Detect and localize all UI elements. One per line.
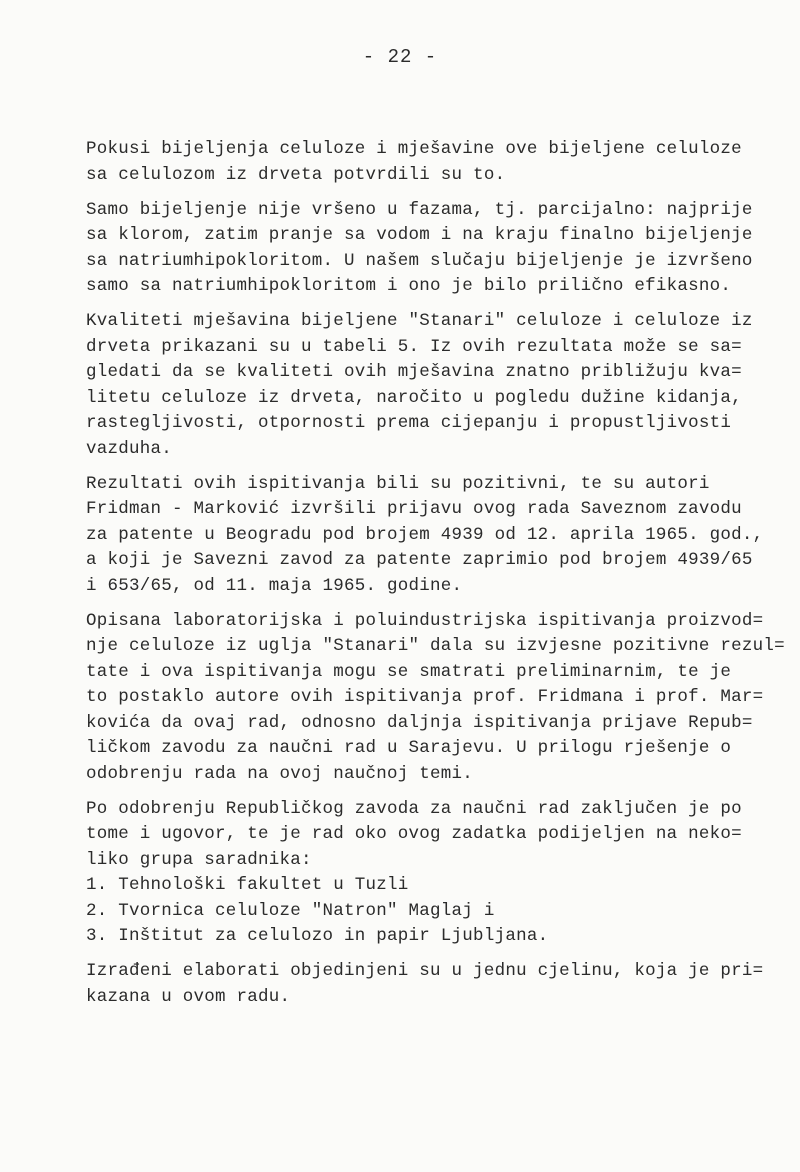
list-item: 1. Tehnološki fakultet u Tuzli (86, 875, 409, 895)
paragraph-bleaching-trials (86, 137, 786, 188)
text-line: drveta prikazani su u tabeli 5. Iz ovih rezultata može se sa= (86, 336, 742, 357)
paragraph-bleaching-method (86, 198, 786, 300)
paragraph-contract-groups (86, 797, 786, 874)
list-item: 3. Inštitut za celulozo in papir Ljubljana. (86, 926, 549, 946)
paragraph-preliminary-results (86, 609, 786, 788)
text-line: Samo bijeljenje nije vršeno u fazama, tj. parcijalno: najprije (86, 199, 753, 220)
text-line: to postaklo autore ovih ispitivanja prof. Fridmana i prof. Mar= (86, 687, 764, 707)
text-line: tome i ugovor, te je rad oko ovog zadatka podijeljen na neko= (86, 824, 742, 844)
page-number: - 22 - (362, 46, 438, 68)
text-line: sa celulozom iz drveta potvrdili su to. (86, 164, 506, 185)
list-item: 2. Tvornica celuloze "Natron" Maglaj i (86, 900, 495, 921)
paragraph-mixture-quality (86, 309, 786, 462)
text-line: nje celuloze iz uglja "Stanari" dala su izvjesne pozitivne rezul= (86, 636, 785, 656)
collaborator-list (86, 873, 786, 950)
text-line: sa klorom, zatim pranje sa vodom i na kraju finalno bijeljenje (86, 225, 753, 245)
text-line: Po odobrenju Republičkog zavoda za naučni rad zaključen je po (86, 798, 742, 819)
text-line: gledati da se kvaliteti ovih mješavina znatno približuju kva= (86, 362, 742, 382)
text-line: Rezultati ovih ispitivanja bili su pozitivni, te su autori (86, 473, 710, 494)
text-line: Pokusi bijeljenja celuloze i mješavine ove bijeljene celuloze (86, 139, 742, 159)
text-line: kazana u ovom radu. (86, 986, 291, 1007)
text-line: ličkom zavodu za naučni rad u Sarajevu. U prilogu rješenje o (86, 738, 732, 758)
document-body (86, 137, 786, 1020)
text-line: odobrenju rada na ovoj naučnoj temi. (86, 763, 474, 784)
text-line: rastegljivosti, otpornosti prema cijepanju i propustljivosti (86, 413, 732, 433)
text-line: a koji je Savezni zavod za patente zaprimio pod brojem 4939/65 (86, 550, 753, 570)
text-line: vazduha. (86, 438, 173, 459)
text-line: Fridman - Marković izvršili prijavu ovog rada Saveznom zavodu (86, 499, 742, 519)
text-line: i 653/65, od 11. maja 1965. godine. (86, 575, 463, 596)
text-line: litetu celuloze iz drveta, naročito u pogledu dužine kidanja, (86, 387, 742, 408)
text-line: Kvaliteti mješavina bijeljene "Stanari" celuloze i celuloze iz (86, 311, 753, 331)
text-line: Opisana laboratorijska i poluindustrijska ispitivanja proizvod= (86, 610, 764, 631)
text-line: kovića da ovaj rad, odnosno daljnja ispitivanja prijave Repub= (86, 712, 753, 733)
text-line: liko grupa saradnika: (86, 849, 312, 870)
text-line: tate i ova ispitivanja mogu se smatrati preliminarnim, te je (86, 661, 732, 682)
paragraph-closing (86, 959, 786, 1010)
text-line: za patente u Beogradu pod brojem 4939 od 12. aprila 1965. god., (86, 524, 764, 545)
text-line: Izrađeni elaborati objedinjeni su u jednu cjelinu, koja je pri= (86, 961, 764, 981)
text-line: sa natriumhipokloritom. U našem slučaju bijeljenje je izvršeno (86, 250, 753, 271)
text-line: samo sa natriumhipokloritom i ono je bilo prilično efikasno. (86, 276, 732, 296)
paragraph-patent-application (86, 472, 786, 600)
